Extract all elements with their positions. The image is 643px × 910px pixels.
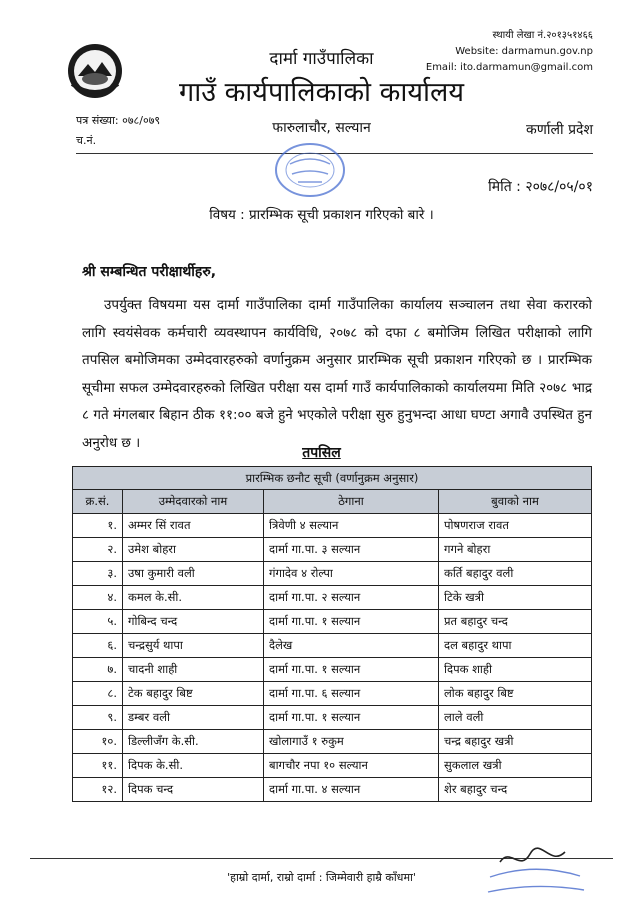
table-row bbox=[73, 730, 592, 754]
cell-serial: १०. bbox=[73, 730, 123, 754]
cell-candidate-name: गोबिन्द चन्द bbox=[123, 610, 264, 634]
column-header-father-name: बुवाको नाम bbox=[439, 490, 592, 514]
column-header-candidate-name: उम्मेदवारको नाम bbox=[123, 490, 264, 514]
candidate-list-table bbox=[72, 466, 592, 802]
cell-father-name: सुकलाल खत्री bbox=[439, 754, 592, 778]
cell-address: दार्मा गा.पा. १ सल्यान bbox=[264, 706, 439, 730]
cell-candidate-name: दिपक चन्द bbox=[123, 778, 264, 802]
table-row bbox=[73, 754, 592, 778]
cell-father-name: लोक बहादुर बिष्ट bbox=[439, 682, 592, 706]
cell-address: दैलेख bbox=[264, 634, 439, 658]
cell-candidate-name: डिल्लीजँग के.सी. bbox=[123, 730, 264, 754]
signature-mark bbox=[480, 842, 590, 902]
cell-candidate-name: कमल के.सी. bbox=[123, 586, 264, 610]
cell-serial: ८. bbox=[73, 682, 123, 706]
cell-father-name: चन्द्र बहादुर खत्री bbox=[439, 730, 592, 754]
cell-candidate-name: उषा कुमारी वली bbox=[123, 562, 264, 586]
office-name: गाउँ कार्यपालिकाको कार्यालय bbox=[179, 77, 464, 108]
email-text: Email: ito.darmamun@gmail.com bbox=[425, 62, 593, 73]
table-row bbox=[73, 706, 592, 730]
column-header-serial: क्र.सं. bbox=[73, 490, 123, 514]
table-row bbox=[73, 778, 592, 802]
cell-candidate-name: दिपक के.सी. bbox=[123, 754, 264, 778]
website-text: Website: darmamun.gov.np bbox=[455, 46, 593, 57]
cell-serial: १. bbox=[73, 514, 123, 538]
cell-father-name: दिपक शाही bbox=[439, 658, 592, 682]
cell-serial: ६. bbox=[73, 634, 123, 658]
table-row bbox=[73, 538, 592, 562]
cell-address: दार्मा गा.पा. २ सल्यान bbox=[264, 586, 439, 610]
cell-father-name: दल बहादुर थापा bbox=[439, 634, 592, 658]
letter-subject: विषय : प्रारम्भिक सूची प्रकाशन गरिएको बारे । bbox=[209, 207, 434, 223]
permanent-account-number: स्थायी लेखा नं.२०१३५१४६६ bbox=[492, 30, 593, 41]
province-name: कर्णाली प्रदेश bbox=[526, 122, 593, 138]
cell-address: दार्मा गा.पा. ३ सल्यान bbox=[264, 538, 439, 562]
cell-address: त्रिवेणी ४ सल्यान bbox=[264, 514, 439, 538]
letter-number: पत्र संख्या: ०७८/०७९ bbox=[76, 114, 161, 127]
cell-candidate-name: टेक बहादुर बिष्ट bbox=[123, 682, 264, 706]
cell-address: खोलागाउँ १ रुकुम bbox=[264, 730, 439, 754]
cell-candidate-name: चन्द्रसुर्य थापा bbox=[123, 634, 264, 658]
cell-address: दार्मा गा.पा. १ सल्यान bbox=[264, 610, 439, 634]
salutation: श्री सम्बन्धित परीक्षार्थीहरु, bbox=[82, 264, 217, 280]
column-header-address: ठेगाना bbox=[264, 490, 439, 514]
cell-father-name: लाले वली bbox=[439, 706, 592, 730]
cell-serial: ९. bbox=[73, 706, 123, 730]
cell-address: दार्मा गा.पा. १ सल्यान bbox=[264, 658, 439, 682]
table-row bbox=[73, 562, 592, 586]
table-row bbox=[73, 682, 592, 706]
cell-address: गंगादेव ४ रोल्पा bbox=[264, 562, 439, 586]
cell-candidate-name: अम्मर सिं रावत bbox=[123, 514, 264, 538]
schedule-title: तपसिल bbox=[302, 445, 341, 461]
cell-address: दार्मा गा.पा. ४ सल्यान bbox=[264, 778, 439, 802]
cell-address: दार्मा गा.पा. ६ सल्यान bbox=[264, 682, 439, 706]
cell-candidate-name: डम्बर वली bbox=[123, 706, 264, 730]
cell-serial: ४. bbox=[73, 586, 123, 610]
cell-serial: ३. bbox=[73, 562, 123, 586]
cell-father-name: शेर बहादुर चन्द bbox=[439, 778, 592, 802]
table-caption: प्रारम्भिक छनौट सूची (वर्णानुक्रम अनुसार) bbox=[73, 467, 592, 490]
cell-serial: १२. bbox=[73, 778, 123, 802]
letter-date: मिति : २०७८/०५/०१ bbox=[488, 179, 593, 195]
footer-slogan: 'हाम्रो दार्मा, राम्रो दार्मा : जिम्मेवारी हाम्रै काँधमा' bbox=[227, 871, 416, 884]
cell-father-name: पोषणराज रावत bbox=[439, 514, 592, 538]
reference-number: च.नं. bbox=[76, 134, 97, 147]
municipality-name: दार्मा गाउँपालिका bbox=[269, 49, 374, 69]
table-row bbox=[73, 586, 592, 610]
body-paragraph: उपर्युक्त विषयमा यस दार्मा गाउँपालिका दार्मा गाउँपालिका कार्यालय सञ्चालन तथा सेवा करारको लागि स्वयंसेवक कर्मचारी व्यवस्थापन कार्यविधि, २०७८ को दफा ८ बमोजिम लिखित परीक्षाको लागि तपसिल बमोजिमका उम्मेदवारहरुको वर्णानुक्रम अनुसार प्रारम्भिक सूची प्रकाशन गरिएको छ । प्रारम्भिक सूचीमा सफल उम्मेदवारहरुको लिखित परीक्षा यस दार्मा गाउँ कार्यपालिकाको कार्यालयमा मिति २०७८ भाद्र ८ गते मंगलबार बिहान ठीक ११:०० बजे हुने भएकोले परीक्षा सुरु हुनुभन्दा आधा घण्टा अगावै उपस्थित हुन अनुरोध छ । bbox=[82, 297, 592, 451]
cell-serial: ५. bbox=[73, 610, 123, 634]
office-address: फारुलाचौर, सल्यान bbox=[272, 120, 371, 136]
cell-serial: २. bbox=[73, 538, 123, 562]
table-row bbox=[73, 610, 592, 634]
cell-serial: ११. bbox=[73, 754, 123, 778]
table-row bbox=[73, 514, 592, 538]
cell-father-name: टिके खत्री bbox=[439, 586, 592, 610]
table-row bbox=[73, 634, 592, 658]
cell-father-name: कर्ति बहादुर वली bbox=[439, 562, 592, 586]
cell-serial: ७. bbox=[73, 658, 123, 682]
table-row bbox=[73, 658, 592, 682]
cell-candidate-name: उमेश बोहरा bbox=[123, 538, 264, 562]
office-stamp bbox=[270, 140, 350, 200]
cell-father-name: गगने बोहरा bbox=[439, 538, 592, 562]
cell-father-name: प्रत बहादुर चन्द bbox=[439, 610, 592, 634]
cell-candidate-name: चादनी शाही bbox=[123, 658, 264, 682]
cell-address: बागचौर नपा १० सल्यान bbox=[264, 754, 439, 778]
